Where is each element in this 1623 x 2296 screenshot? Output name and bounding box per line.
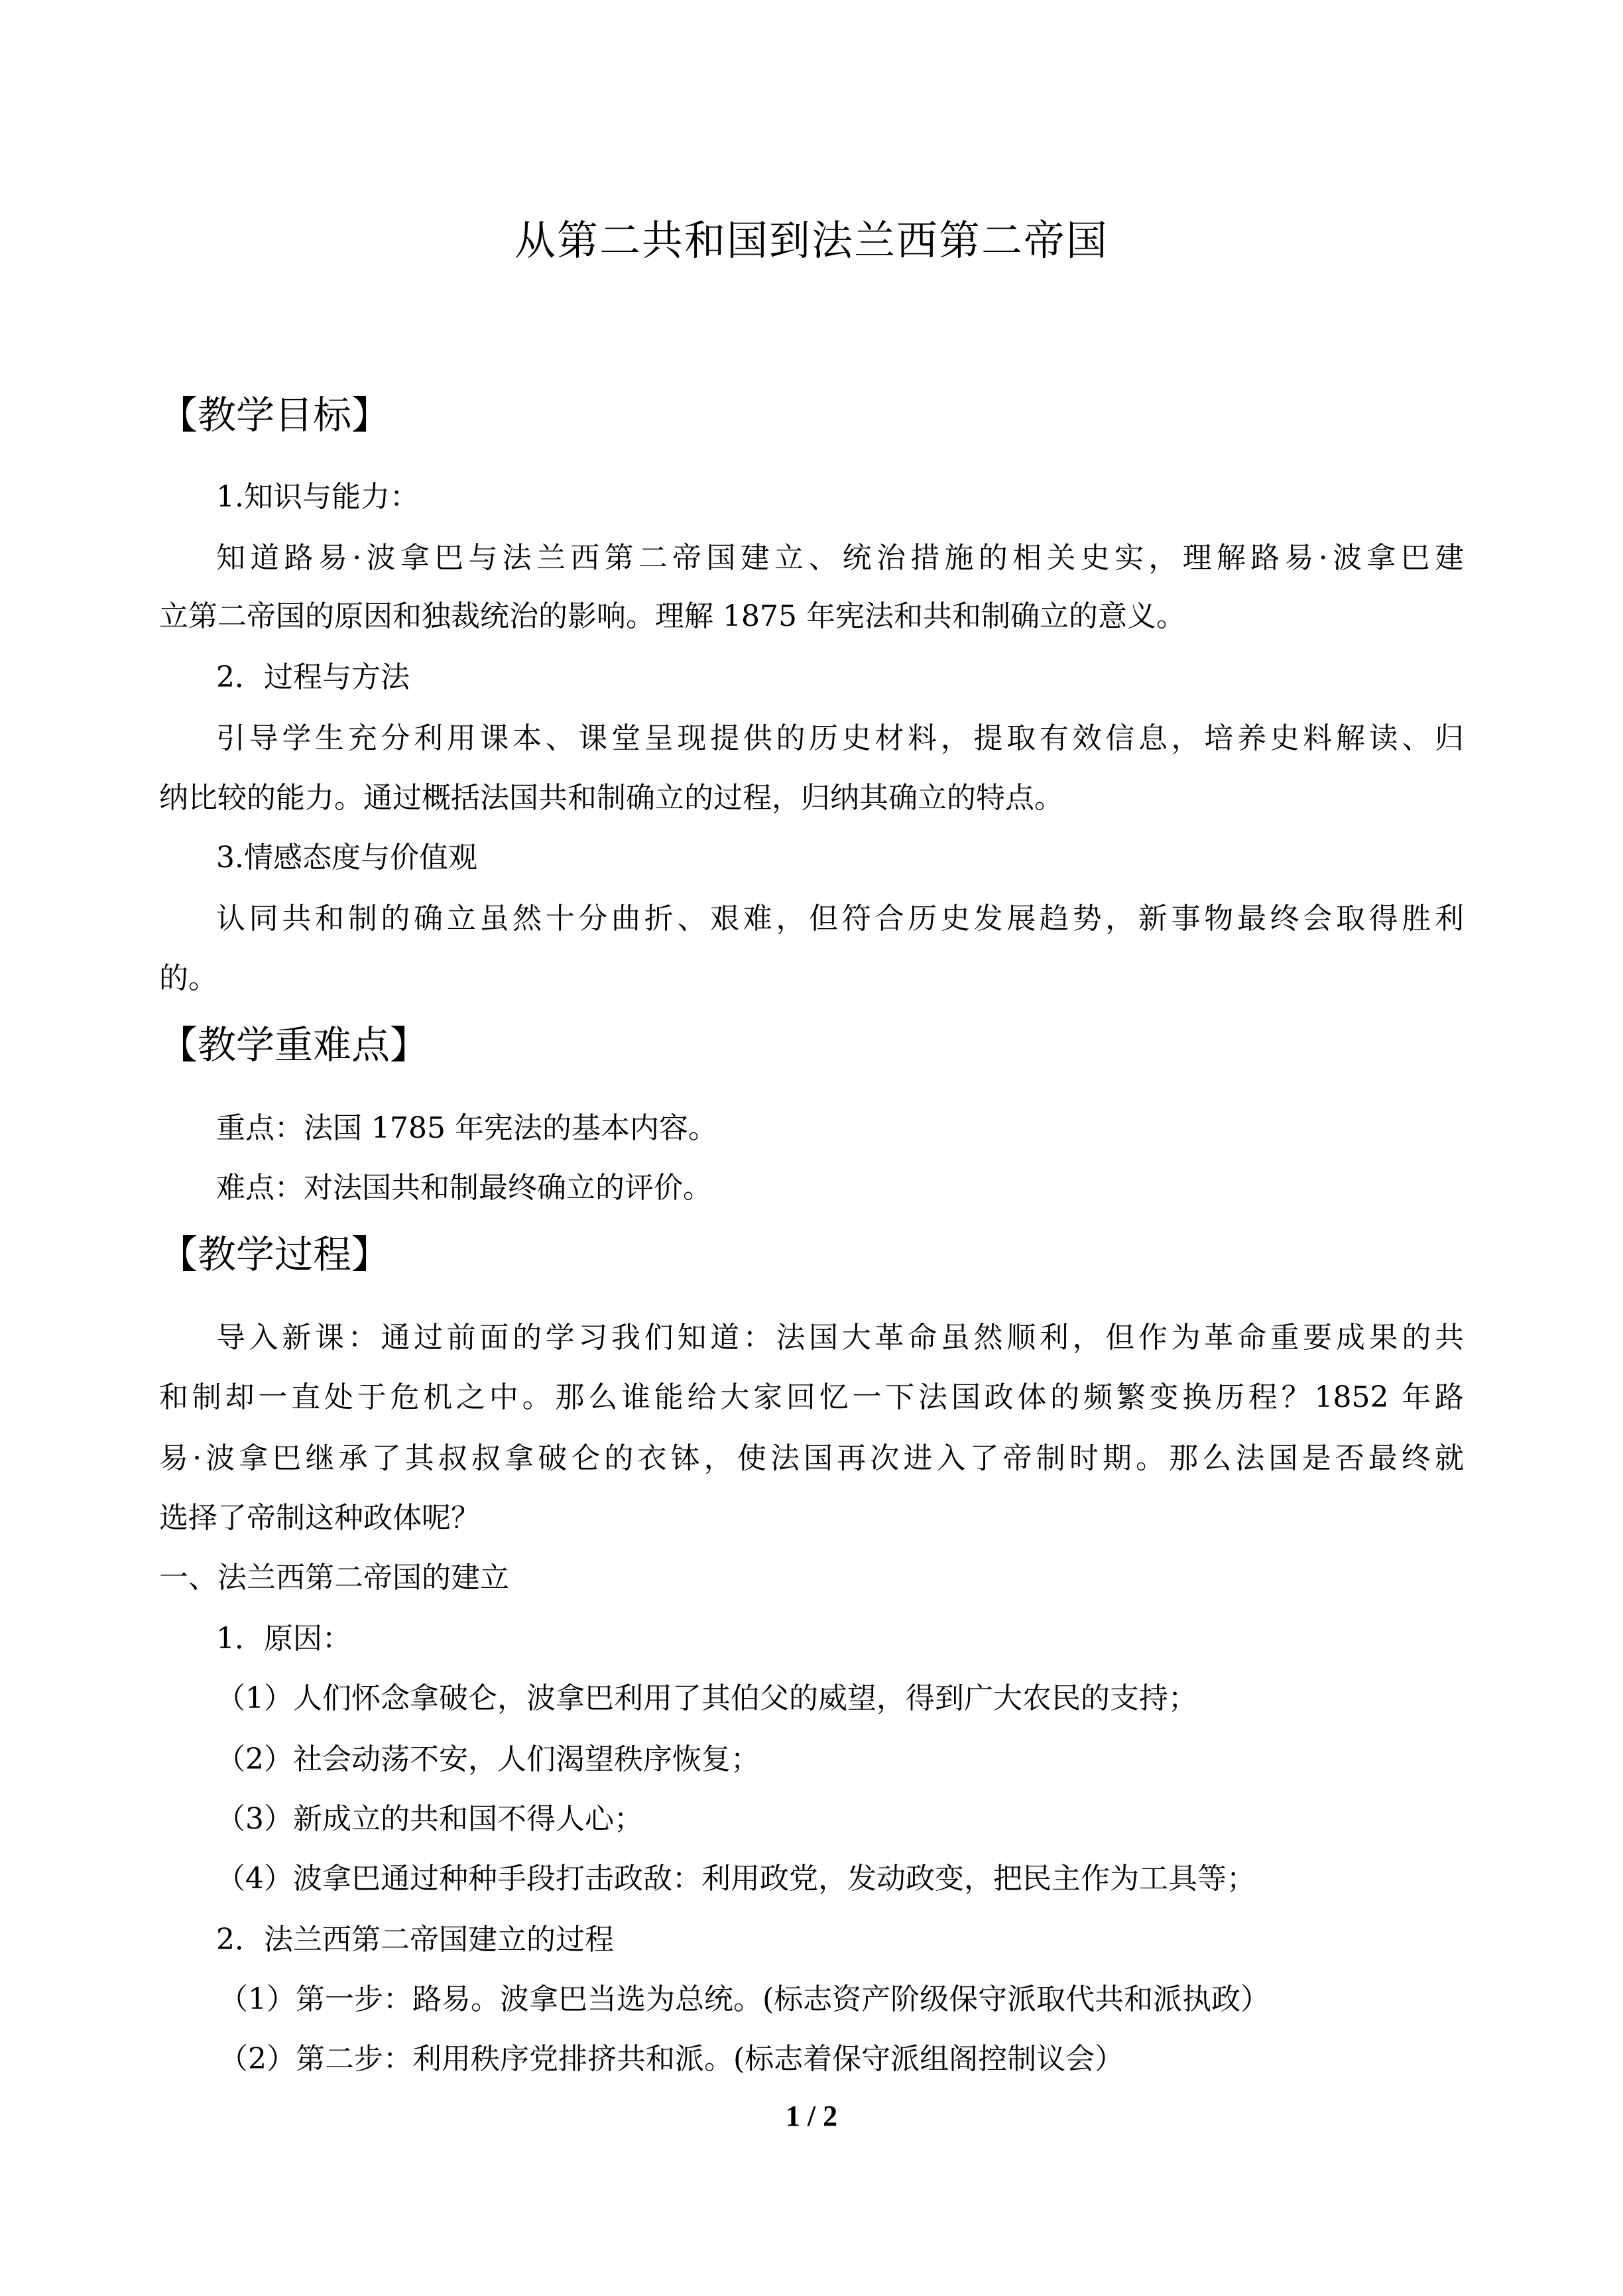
objective-1-label: 1.知识与能力： xyxy=(216,480,419,514)
difficult-point-text: 难点：对法国共和制最终确立的评价。 xyxy=(216,1171,712,1205)
objective-2-label: 2．过程与方法 xyxy=(216,660,410,694)
objective-2-text-line1: 引导学生充分利用课本、课堂呈现提供的历史材料，提取有效信息，培养史料解读、归 xyxy=(216,721,1464,755)
objective-3-text-line2: 的。 xyxy=(159,961,217,995)
key-point-text: 重点：法国 1785 年宪法的基本内容。 xyxy=(216,1111,717,1145)
objective-3-text-line1: 认同共和制的确立虽然十分曲折、艰难，但符合历史发展趋势，新事物最终会取得胜利 xyxy=(216,902,1464,936)
intro-text-line3: 易·波拿巴继承了其叔叔拿破仑的衣钵，使法国再次进入了帝制时期。那么法国是否最终就 xyxy=(159,1441,1464,1475)
process-step: （2）第二步：利用秩序党排挤共和派。(标志着保守派组阁控制议会） xyxy=(219,2042,1124,2076)
cause-item: （3）新成立的共和国不得人心； xyxy=(216,1802,643,1836)
section-heading-key-points: 【教学重难点】 xyxy=(159,1022,429,1067)
cause-label: 1．原因： xyxy=(216,1622,351,1656)
objective-2-text-line2: 纳比较的能力。通过概括法国共和制确立的过程，归纳其确立的特点。 xyxy=(159,781,1063,815)
section-heading-process: 【教学过程】 xyxy=(159,1232,391,1277)
part-1-heading: 一、法兰西第二帝国的建立 xyxy=(159,1561,509,1595)
objective-3-label: 3.情感态度与价值观 xyxy=(216,841,477,875)
process-step: （1）第一步：路易。波拿巴当选为总统。(标志资产阶级保守派取代共和派执政） xyxy=(219,1982,1270,2016)
intro-text-line1: 导入新课：通过前面的学习我们知道：法国大革命虽然顺利，但作为革命重要成果的共 xyxy=(216,1321,1464,1355)
cause-item: （1）人们怀念拿破仑，波拿巴利用了其伯父的威望，得到广大农民的支持； xyxy=(216,1681,1197,1715)
document-title: 从第二共和国到法兰西第二帝国 xyxy=(514,216,1109,265)
objective-1-text-line1: 知道路易·波拿巴与法兰西第二帝国建立、统治措施的相关史实，理解路易·波拿巴建 xyxy=(216,541,1464,575)
cause-item: （4）波拿巴通过种种手段打击政敌：利用政党，发动政变，把民主作为工具等； xyxy=(216,1862,1256,1896)
section-heading-objectives: 【教学目标】 xyxy=(159,393,391,438)
process-label: 2．法兰西第二帝国建立的过程 xyxy=(216,1923,614,1957)
objective-1-text-line2: 立第二帝国的原因和独裁统治的影响。理解 1875 年宪法和共和制确立的意义。 xyxy=(159,599,1185,633)
intro-text-line4: 选择了帝制这种政体呢？ xyxy=(159,1501,480,1535)
intro-text-line2: 和制却一直处于危机之中。那么谁能给大家回忆一下法国政体的频繁变换历程？1852 年路 xyxy=(159,1380,1464,1414)
page-number: 1 / 2 xyxy=(785,2100,838,2132)
cause-item: （2）社会动荡不安，人们渴望秩序恢复； xyxy=(216,1742,760,1776)
